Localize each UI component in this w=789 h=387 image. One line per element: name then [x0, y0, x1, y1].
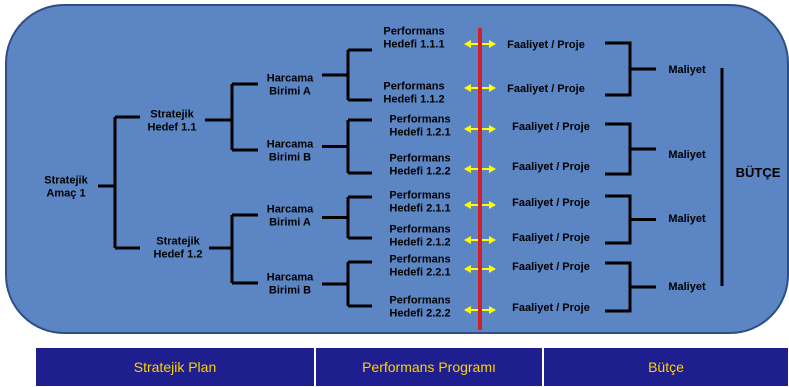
activity-label: Faaliyet / Proje [512, 232, 590, 244]
activity-label: Faaliyet / Proje [507, 39, 585, 51]
legend-budget: Bütçe [544, 348, 788, 386]
performance-target-label: Performans Hedefi 2.1.2 [389, 223, 451, 249]
legend-strategic-plan: Stratejik Plan [36, 348, 316, 386]
legend-bar [36, 348, 788, 386]
spending-unit-label: Harcama Birimi B [266, 138, 314, 164]
activity-label: Faaliyet / Proje [512, 121, 590, 133]
performance-target-label: Performans Hedefi 1.1.1 [383, 25, 445, 51]
performance-target-label: Performans Hedefi 1.2.1 [389, 113, 451, 139]
performance-target-label: Performans Hedefi 1.1.2 [383, 80, 445, 106]
activity-label: Faaliyet / Proje [512, 197, 590, 209]
objective-label: Stratejik Hedef 1.1 [147, 108, 197, 134]
objective-label: Stratejik Hedef 1.2 [153, 235, 203, 261]
cost-label: Maliyet [668, 64, 706, 76]
performance-target-label: Performans Hedefi 2.1.1 [389, 189, 451, 215]
cost-label: Maliyet [668, 281, 706, 293]
performance-target-label: Performans Hedefi 2.2.1 [389, 253, 451, 279]
activity-label: Faaliyet / Proje [512, 261, 590, 273]
budget-label: BÜTÇE [735, 165, 781, 180]
performance-target-label: Performans Hedefi 2.2.2 [389, 294, 451, 320]
activity-label: Faaliyet / Proje [512, 161, 590, 173]
performance-target-label: Performans Hedefi 1.2.2 [389, 152, 451, 178]
spending-unit-label: Harcama Birimi A [266, 72, 314, 98]
activity-label: Faaliyet / Proje [507, 83, 585, 95]
goal-label: Stratejik Amaç 1 [44, 174, 88, 200]
cost-label: Maliyet [668, 149, 706, 161]
spending-unit-label: Harcama Birimi B [266, 271, 314, 297]
activity-label: Faaliyet / Proje [512, 302, 590, 314]
cost-label: Maliyet [668, 213, 706, 225]
legend-performance-program: Performans Programı [316, 348, 544, 386]
spending-unit-label: Harcama Birimi A [266, 203, 314, 229]
